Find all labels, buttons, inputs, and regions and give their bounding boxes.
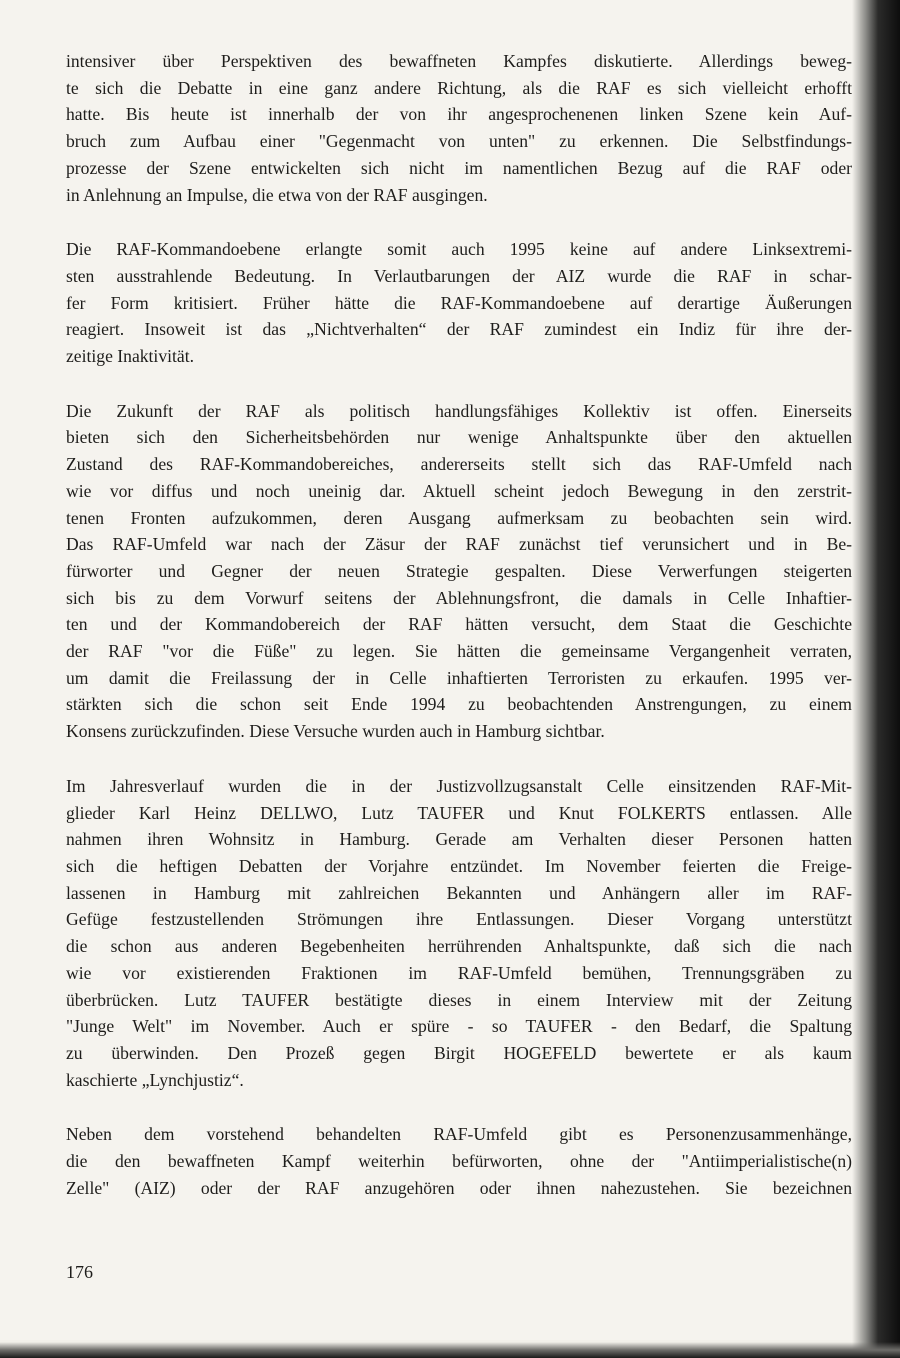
text-line: fer Form kritisiert. Früher hätte die RAF-Kommandoebene auf derartige Äußerungen bbox=[66, 292, 852, 313]
text-line: die den bewaffneten Kampf weiterhin befürworten, ohne der "Antiimperialistische(n) bbox=[66, 1151, 852, 1172]
text-line: fürworter und Gegner der neuen Strategie gespalten. Diese Verwerfungen steigerten bbox=[66, 560, 852, 581]
text-line: bieten sich den Sicherheitsbehörden nur wenige Anhaltspunkte über den aktuellen bbox=[66, 427, 852, 448]
body-text bbox=[66, 48, 852, 1229]
text-line: ten und der Kommandobereich der RAF hätten versucht, dem Staat die Geschichte bbox=[66, 614, 852, 635]
text-line: reagiert. Insoweit ist das „Nichtverhalten“ der RAF zumindest ein Indiz für ihre der- bbox=[66, 319, 852, 340]
text-line: lassenen in Hamburg mit zahlreichen Bekannten und Anhängern aller im RAF- bbox=[66, 882, 852, 903]
text-line: Die Zukunft der RAF als politisch handlungsfähiges Kollektiv ist offen. Einerseits bbox=[66, 400, 852, 421]
text-line: wie vor existierenden Fraktionen im RAF-Umfeld bemühen, Trennungsgräben zu bbox=[66, 962, 852, 983]
text-line: Neben dem vorstehend behandelten RAF-Umfeld gibt es Personenzusammenhänge, bbox=[66, 1124, 852, 1145]
text-line: zeitige Inaktivität. bbox=[66, 346, 194, 367]
text-line: wie vor diffus und noch uneinig dar. Aktuell scheint jedoch Bewegung in den zerstrit- bbox=[66, 480, 852, 501]
paragraph-5 bbox=[66, 1121, 852, 1201]
text-line: Die RAF-Kommandoebene erlangte somit auch 1995 keine auf andere Linksextremi- bbox=[66, 239, 852, 260]
text-line: zu überwinden. Den Prozeß gegen Birgit HOGEFELD bewertete er als kaum bbox=[66, 1042, 852, 1063]
text-line: sich bis zu dem Vorwurf seitens der Ablehnungsfront, die damals in Celle Inhaftier- bbox=[66, 587, 852, 608]
text-line: Gefüge festzustellenden Strömungen ihre Entlassungen. Dieser Vorgang unterstützt bbox=[66, 909, 852, 930]
text-line: sich die heftigen Debatten der Vorjahre entzündet. Im November feierten die Freige- bbox=[66, 855, 852, 876]
text-line: Zustand des RAF-Kommandobereiches, andererseits stellt sich das RAF-Umfeld nach bbox=[66, 454, 852, 475]
text-line: kaschierte „Lynchjustiz“. bbox=[66, 1069, 244, 1090]
text-line: um damit die Freilassung der in Celle inhaftierten Terroristen zu erkaufen. 1995 ver- bbox=[66, 667, 852, 688]
text-line: in Anlehnung an Impulse, die etwa von der RAF ausgingen. bbox=[66, 184, 488, 205]
text-line: die schon aus anderen Begebenheiten herrührenden Anhaltspunkte, daß sich die nach bbox=[66, 936, 852, 957]
paragraph-2 bbox=[66, 236, 852, 370]
text-line: hatte. Bis heute ist innerhalb der von ihr angesprochenenen linken Szene kein Auf- bbox=[66, 104, 852, 125]
text-line: Im Jahresverlauf wurden die in der Justizvollzugsanstalt Celle einsitzenden RAF-Mit- bbox=[66, 775, 852, 796]
text-line: "Junge Welt" im November. Auch er spüre - so TAUFER - den Bedarf, die Spaltung bbox=[66, 1016, 852, 1037]
paragraph-3 bbox=[66, 398, 852, 745]
book-spine-shadow bbox=[852, 0, 900, 1358]
text-line: intensiver über Perspektiven des bewaffneten Kampfes diskutierte. Allerdings beweg- bbox=[66, 51, 852, 71]
text-line: sten ausstrahlende Bedeutung. In Verlautbarungen der AIZ wurde die RAF in schar- bbox=[66, 265, 852, 286]
page-number: 176 bbox=[66, 1262, 93, 1282]
text-line: stärkten sich die schon seit Ende 1994 zu beobachtenden Anstrengungen, zu einem bbox=[66, 694, 852, 715]
text-line: überbrücken. Lutz TAUFER bestätigte dieses in einem Interview mit der Zeitung bbox=[66, 989, 852, 1010]
text-line: der RAF "vor die Füße" zu legen. Sie hätten die gemeinsame Vergangenheit verraten, bbox=[66, 641, 852, 662]
text-line: prozesse der Szene entwickelten sich nicht im namentlichen Bezug auf die RAF oder bbox=[66, 157, 852, 178]
text-line: Zelle" (AIZ) oder der RAF anzugehören oder ihnen nahezustehen. Sie bezeichnen bbox=[66, 1177, 852, 1198]
paragraph-4 bbox=[66, 773, 852, 1093]
text-line: nahmen ihren Wohnsitz in Hamburg. Gerade am Verhalten dieser Personen hatten bbox=[66, 829, 852, 850]
text-line: Das RAF-Umfeld war nach der Zäsur der RAF zunächst tief verunsichert und in Be- bbox=[66, 534, 852, 555]
text-line: glieder Karl Heinz DELLWO, Lutz TAUFER und Knut FOLKERTS entlassen. Alle bbox=[66, 802, 852, 823]
text-line: te sich die Debatte in eine ganz andere Richtung, als die RAF es sich vielleicht erhofft bbox=[66, 77, 852, 98]
text-line: Konsens zurückzufinden. Diese Versuche wurden auch in Hamburg sichtbar. bbox=[66, 721, 605, 742]
text-line: bruch zum Aufbau einer "Gegenmacht von unten" zu erkennen. Die Selbstfindungs- bbox=[66, 131, 852, 152]
page-bottom-edge bbox=[0, 1342, 900, 1358]
paragraph-1 bbox=[66, 48, 852, 208]
text-line: tenen Fronten aufzukommen, deren Ausgang aufmerksam zu beobachten sein wird. bbox=[66, 507, 852, 528]
